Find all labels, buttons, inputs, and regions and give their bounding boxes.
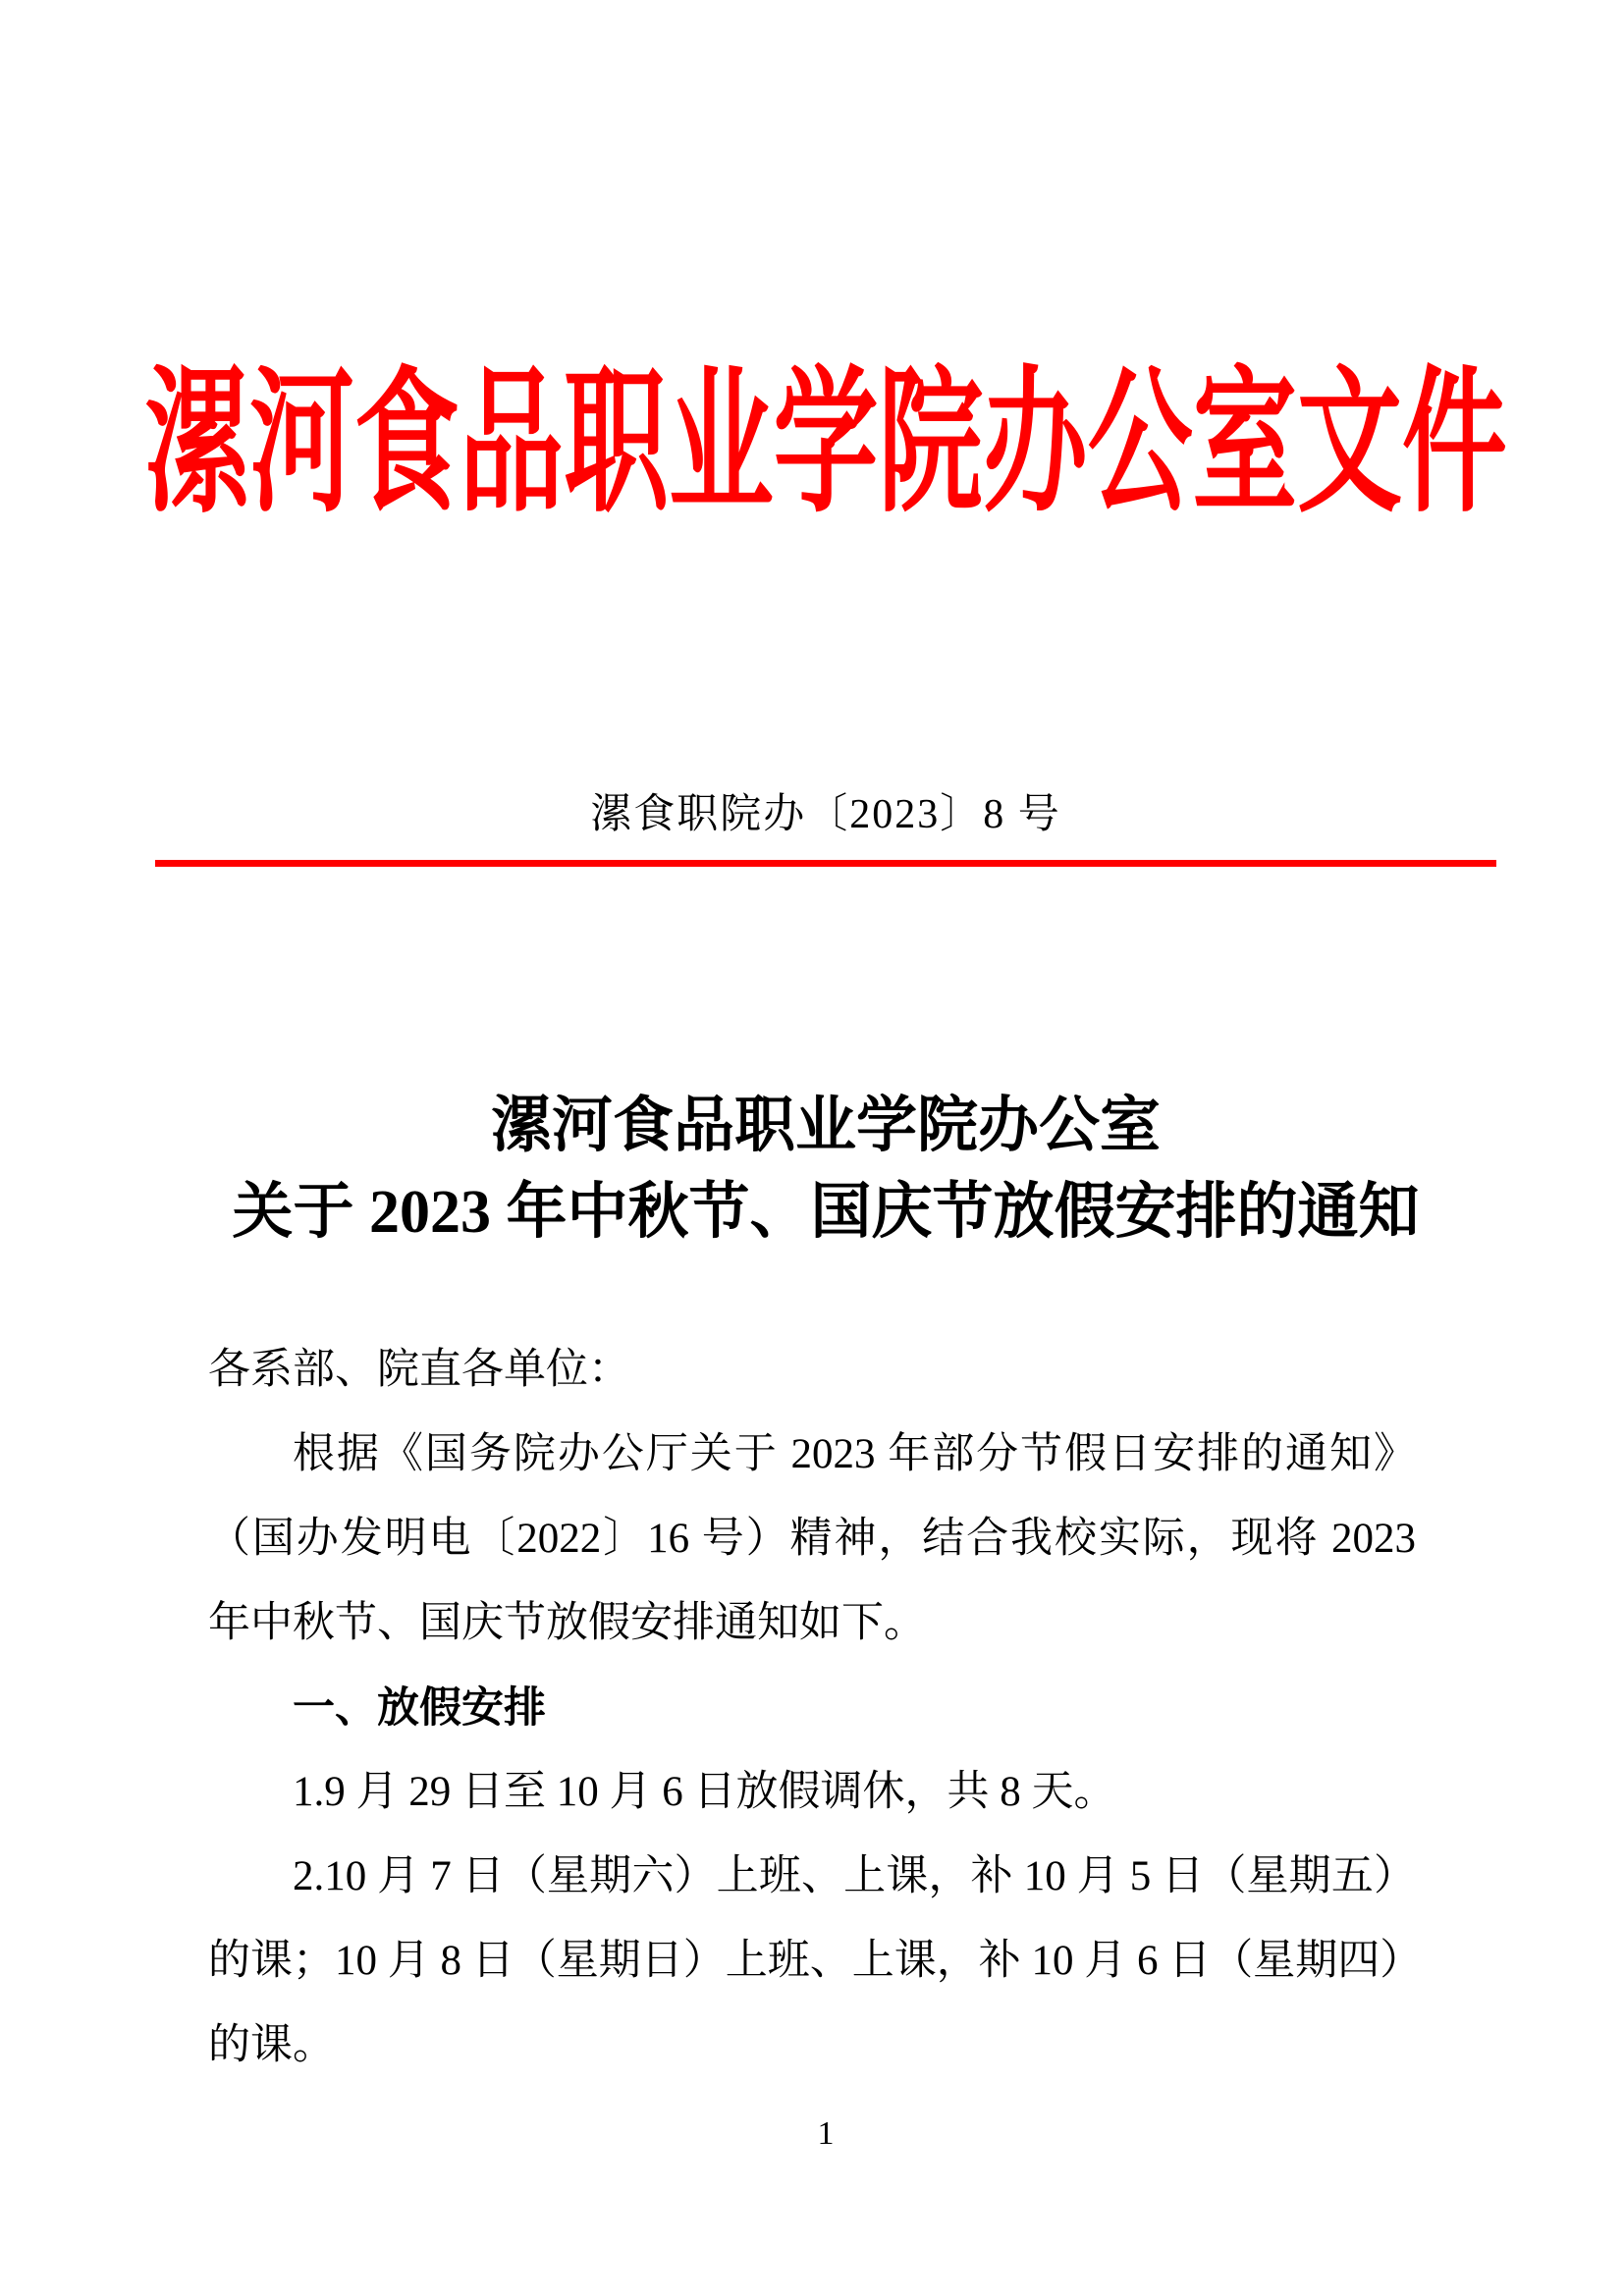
body-line: 根据《国务院办公厅关于 2023 年部分节假日安排的通知》 xyxy=(293,1431,1416,1477)
body-line: 1.9 月 29 日至 10 月 6 日放假调休，共 8 天。 xyxy=(293,1769,1116,1815)
page-number: 1 xyxy=(817,2115,835,2152)
document-title-line-2: 关于 2023 年中秋节、国庆节放假安排的通知 xyxy=(232,1179,1420,1246)
body-line: （国办发明电〔2022〕16 号）精神，结合我校实际，现将 2023 xyxy=(208,1516,1416,1562)
section-heading: 一、放假安排 xyxy=(293,1684,546,1732)
document-body xyxy=(208,1328,1423,2088)
letterhead-title: 漯河食品职业学院办公室文件 xyxy=(144,356,1507,531)
letterhead-divider xyxy=(155,860,1496,867)
body-line: 年中秋节、国庆节放假安排通知如下。 xyxy=(208,1600,926,1646)
document-number: 漯食职院办〔2023〕8 号 xyxy=(590,792,1061,837)
body-line: 的课；10 月 8 日（星期日）上班、上课，补 10 月 6 日（星期四） xyxy=(208,1938,1423,1984)
document-title xyxy=(232,1083,1419,1255)
body-line: 2.10 月 7 日（星期六）上班、上课，补 10 月 5 日（星期五） xyxy=(293,1853,1416,1899)
document-title-line-1: 漯河食品职业学院办公室 xyxy=(490,1093,1162,1159)
body-line: 的课。 xyxy=(208,2022,335,2068)
salutation-line: 各系部、院直各单位： xyxy=(208,1347,630,1393)
